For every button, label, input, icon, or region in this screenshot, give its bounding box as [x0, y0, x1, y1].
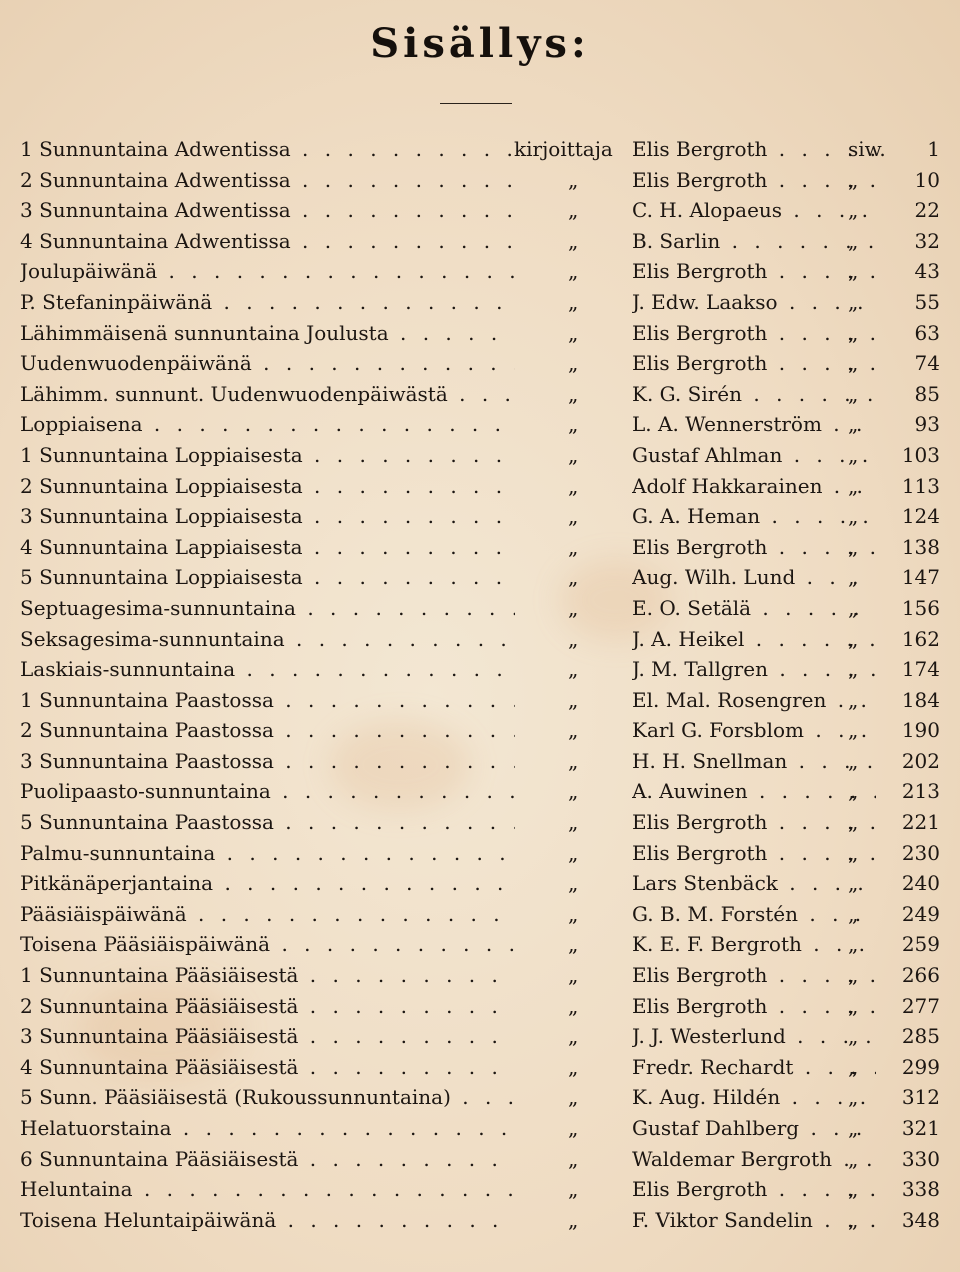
ditto-mark: „ — [568, 289, 579, 314]
author-name: F. Viktor Sandelin . . . — [632, 1205, 876, 1236]
ditto-mark: „ — [568, 963, 579, 988]
ditto-mark: „ — [568, 932, 579, 957]
sermon-title: 5 Sunnuntaina Paastossa . . . — [20, 807, 515, 838]
toc-entry — [0, 868, 960, 899]
author-name: Elis Bergroth . . . — [632, 991, 876, 1022]
toc-entry — [0, 899, 960, 930]
ditto-mark: „ — [568, 381, 579, 406]
toc-entry — [0, 624, 960, 655]
toc-entry — [0, 1021, 960, 1052]
author-name: J. M. Tallgren . . . — [632, 654, 876, 685]
page-number: 74 — [914, 351, 940, 376]
sermon-title: 1 Sunnuntaina Paastossa . . . — [20, 685, 515, 716]
toc-entry — [0, 746, 960, 777]
ditto-mark: „ — [568, 810, 579, 835]
ditto-mark: „ — [568, 687, 579, 712]
ditto-mark: „ — [568, 1024, 579, 1049]
ditto-mark: „ — [568, 167, 579, 192]
toc-entry — [0, 1174, 960, 1205]
author-name: Elis Bergroth . . . — [632, 348, 876, 379]
toc-entry — [0, 440, 960, 471]
page-label-ditto: „ — [848, 351, 859, 376]
author-name: J. Edw. Laakso . . . — [632, 287, 876, 318]
page-label-ditto: „ — [848, 473, 859, 498]
ditto-mark: „ — [568, 565, 579, 590]
page-label-ditto: „ — [848, 718, 859, 743]
toc-entry — [0, 1205, 960, 1236]
author-name: G. B. M. Forstén . . . — [632, 899, 876, 930]
page-number: 113 — [901, 473, 940, 498]
page-number: 147 — [901, 565, 940, 590]
sermon-title: Toisena Pääsiäispäiwänä . . . — [20, 929, 515, 960]
page-number: 190 — [901, 718, 940, 743]
ditto-mark: „ — [568, 351, 579, 376]
page-label-ditto: „ — [848, 565, 859, 590]
sermon-title: Laskiais-sunnuntaina . . . — [20, 654, 515, 685]
ditto-mark: „ — [568, 198, 579, 223]
page-number: 299 — [901, 1054, 940, 1079]
sermon-title: Loppiaisena . . . — [20, 409, 515, 440]
author-name: Adolf Hakkarainen . . . — [632, 471, 876, 502]
sermon-title: Uudenwuodenpäiwänä . . . — [20, 348, 515, 379]
author-name: B. Sarlin . . . — [632, 226, 876, 257]
sermon-title: 3 Sunnuntaina Loppiaisesta . . . — [20, 501, 515, 532]
ditto-mark: „ — [568, 259, 579, 284]
page-label-ditto: „ — [848, 901, 859, 926]
ditto-mark: „ — [568, 718, 579, 743]
ditto-mark: „ — [568, 1177, 579, 1202]
page-label-ditto: „ — [848, 657, 859, 682]
ditto-mark: „ — [568, 595, 579, 620]
page-number: 10 — [914, 167, 940, 192]
page-number: 93 — [914, 412, 940, 437]
toc-entry — [0, 654, 960, 685]
ditto-mark: „ — [568, 442, 579, 467]
sermon-title: 2 Sunnuntaina Paastossa . . . — [20, 715, 515, 746]
sermon-title: P. Stefaninpäiwänä . . . — [20, 287, 515, 318]
toc-entry — [0, 1144, 960, 1175]
ditto-mark: „ — [568, 534, 579, 559]
page-label-ditto: „ — [848, 1116, 859, 1140]
toc-entry — [0, 1113, 960, 1144]
sermon-title: Lähimm. sunnunt. Uudenwuodenpäiwästä . . . — [20, 379, 515, 410]
author-name: H. H. Snellman . . . — [632, 746, 876, 777]
toc-entry — [0, 501, 960, 532]
page-number: 55 — [914, 289, 940, 314]
sermon-title: Heluntaina . . . — [20, 1174, 515, 1205]
page-number: 103 — [901, 442, 940, 467]
page-number: 285 — [901, 1024, 940, 1049]
title-divider — [440, 103, 512, 104]
ditto-mark: „ — [568, 657, 579, 682]
sermon-title: Joulupäiwänä . . . — [20, 256, 515, 287]
toc-entry — [0, 532, 960, 563]
author-name: Waldemar Bergroth . . . — [632, 1144, 876, 1175]
page-number: 162 — [901, 626, 940, 651]
toc-entry — [0, 379, 960, 410]
sermon-title: 2 Sunnuntaina Pääsiäisestä . . . — [20, 991, 515, 1022]
sermon-title: Pitkänäperjantaina . . . — [20, 868, 515, 899]
sermon-title: Lähimmäisenä sunnuntaina Joulusta . . . — [20, 318, 515, 349]
ditto-mark: „ — [568, 1146, 579, 1171]
ditto-mark: „ — [568, 412, 579, 437]
page-label-ditto: „ — [848, 320, 859, 345]
page-number: 85 — [914, 381, 940, 406]
author-name: L. A. Wennerström . . . — [632, 409, 876, 440]
author-name: E. O. Setälä . . . — [632, 593, 876, 624]
page-label: siw. — [848, 137, 886, 161]
page-label-ditto: „ — [848, 442, 859, 467]
author-name: K. G. Sirén . . . — [632, 379, 876, 410]
page-label-ditto: „ — [848, 871, 859, 896]
page-number: 213 — [901, 779, 940, 804]
page-number: 138 — [901, 534, 940, 559]
page-number: 312 — [901, 1085, 940, 1110]
toc-entry — [0, 929, 960, 960]
sermon-title: 2 Sunnuntaina Adwentissa . . . — [20, 165, 515, 196]
page-label-ditto: „ — [848, 1207, 859, 1232]
page-number: 321 — [901, 1116, 940, 1140]
sermon-title: 4 Sunnuntaina Adwentissa . . . — [20, 226, 515, 257]
page-title: Sisällys: — [370, 20, 590, 67]
sermon-title: 3 Sunnuntaina Adwentissa . . . — [20, 195, 515, 226]
page-label-ditto: „ — [848, 198, 859, 223]
sermon-title: 5 Sunn. Pääsiäisestä (Rukoussunnuntaina) . . . — [20, 1082, 515, 1113]
page-label-ditto: „ — [848, 381, 859, 406]
page-number: 1 — [927, 137, 940, 161]
author-name: Elis Bergroth . . . — [632, 165, 876, 196]
page-number: 63 — [914, 320, 940, 345]
author-name: G. A. Heman . . . — [632, 501, 876, 532]
page-label-ditto: „ — [848, 534, 859, 559]
sermon-title: 6 Sunnuntaina Pääsiäisestä . . . — [20, 1144, 515, 1175]
toc-entry — [0, 1082, 960, 1113]
toc-entry — [0, 1052, 960, 1083]
toc-entry — [0, 226, 960, 257]
sermon-title: Seksagesima-sunnuntaina . . . — [20, 624, 515, 655]
ditto-mark: „ — [568, 228, 579, 253]
ditto-mark: „ — [568, 1085, 579, 1110]
page-label-ditto: „ — [848, 1146, 859, 1171]
author-name: K. E. F. Bergroth . . . — [632, 929, 876, 960]
ditto-mark: „ — [568, 1207, 579, 1232]
page-label-ditto: „ — [848, 595, 859, 620]
author-name: Elis Bergroth . . . — [632, 1174, 876, 1205]
ditto-mark: „ — [568, 1054, 579, 1079]
toc-entry — [0, 134, 960, 165]
toc-entry — [0, 685, 960, 716]
page-label-ditto: „ — [848, 228, 859, 253]
ditto-mark: „ — [568, 871, 579, 896]
page-number: 32 — [914, 228, 940, 253]
toc-entry — [0, 318, 960, 349]
page-label-ditto: „ — [848, 810, 859, 835]
author-prefix: kirjoittaja — [514, 137, 613, 161]
page-label-ditto: „ — [848, 1054, 859, 1079]
author-name: Fredr. Rechardt . . . — [632, 1052, 876, 1083]
author-name: C. H. Alopaeus . . . — [632, 195, 876, 226]
ditto-mark: „ — [568, 473, 579, 498]
page-label-ditto: „ — [848, 1024, 859, 1049]
sermon-title: Septuagesima-sunnuntaina . . . — [20, 593, 515, 624]
author-name: El. Mal. Rosengren . . . — [632, 685, 876, 716]
toc-entry — [0, 471, 960, 502]
page-number: 156 — [901, 595, 940, 620]
page-number: 22 — [914, 198, 940, 223]
toc-entry — [0, 256, 960, 287]
toc-entry — [0, 715, 960, 746]
author-name: A. Auwinen . . . — [632, 776, 876, 807]
sermon-title: 1 Sunnuntaina Adwentissa . . . — [20, 134, 515, 165]
page-number: 230 — [901, 840, 940, 865]
sermon-title: 2 Sunnuntaina Loppiaisesta . . . — [20, 471, 515, 502]
toc-entry — [0, 776, 960, 807]
page-label-ditto: „ — [848, 993, 859, 1018]
author-name: Elis Bergroth . . . — [632, 532, 876, 563]
page-label-ditto: „ — [848, 626, 859, 651]
toc-entry — [0, 807, 960, 838]
author-name: Gustaf Ahlman . . . — [632, 440, 876, 471]
sermon-title: 5 Sunnuntaina Loppiaisesta . . . — [20, 562, 515, 593]
ditto-mark: „ — [568, 748, 579, 773]
ditto-mark: „ — [568, 504, 579, 529]
page-number: 174 — [901, 657, 940, 682]
page-label-ditto: „ — [848, 748, 859, 773]
table-of-contents — [0, 134, 960, 1235]
author-name: Elis Bergroth . . . — [632, 256, 876, 287]
sermon-title: Toisena Heluntaipäiwänä . . . — [20, 1205, 515, 1236]
page-label-ditto: „ — [848, 779, 859, 804]
page-number: 338 — [901, 1177, 940, 1202]
page-label-ditto: „ — [848, 1177, 859, 1202]
toc-entry — [0, 287, 960, 318]
toc-entry — [0, 165, 960, 196]
page-number: 348 — [901, 1207, 940, 1232]
page-number: 266 — [901, 963, 940, 988]
ditto-mark: „ — [568, 901, 579, 926]
author-name: Elis Bergroth . . . — [632, 318, 876, 349]
page-number: 249 — [901, 901, 940, 926]
toc-entry — [0, 409, 960, 440]
author-name: Elis Bergroth . . . — [632, 807, 876, 838]
ditto-mark: „ — [568, 840, 579, 865]
page-number: 330 — [901, 1146, 940, 1171]
author-name: Aug. Wilh. Lund . . . — [632, 562, 876, 593]
toc-entry — [0, 348, 960, 379]
toc-entry — [0, 838, 960, 869]
page-label-ditto: „ — [848, 412, 859, 437]
sermon-title: Puolipaasto-sunnuntaina . . . — [20, 776, 515, 807]
author-name: Lars Stenbäck . . . — [632, 868, 876, 899]
author-name: J. A. Heikel . . . — [632, 624, 876, 655]
author-name: Elis Bergroth . . . — [632, 134, 876, 165]
page-number: 221 — [901, 810, 940, 835]
page-label-ditto: „ — [848, 259, 859, 284]
toc-entry — [0, 593, 960, 624]
ditto-mark: „ — [568, 626, 579, 651]
toc-entry — [0, 195, 960, 226]
page-number: 259 — [901, 932, 940, 957]
author-name: Elis Bergroth . . . — [632, 838, 876, 869]
sermon-title: 1 Sunnuntaina Pääsiäisestä . . . — [20, 960, 515, 991]
toc-entry — [0, 991, 960, 1022]
toc-entry — [0, 562, 960, 593]
sermon-title: Pääsiäispäiwänä . . . — [20, 899, 515, 930]
author-name: K. Aug. Hildén . . . — [632, 1082, 876, 1113]
ditto-mark: „ — [568, 993, 579, 1018]
page-label-ditto: „ — [848, 167, 859, 192]
page-number: 43 — [914, 259, 940, 284]
author-name: J. J. Westerlund . . . — [632, 1021, 876, 1052]
toc-entry — [0, 960, 960, 991]
sermon-title: 3 Sunnuntaina Paastossa . . . — [20, 746, 515, 777]
page-label-ditto: „ — [848, 289, 859, 314]
sermon-title: 3 Sunnuntaina Pääsiäisestä . . . — [20, 1021, 515, 1052]
ditto-mark: „ — [568, 320, 579, 345]
page-number: 277 — [901, 993, 940, 1018]
page-label-ditto: „ — [848, 687, 859, 712]
page-label-ditto: „ — [848, 840, 859, 865]
page-number: 124 — [901, 504, 940, 529]
author-name: Elis Bergroth . . . — [632, 960, 876, 991]
sermon-title: 4 Sunnuntaina Lappiaisesta . . . — [20, 532, 515, 563]
ditto-mark: „ — [568, 1116, 579, 1140]
author-name: Karl G. Forsblom . . . — [632, 715, 876, 746]
sermon-title: Helatuorstaina . . . — [20, 1113, 515, 1144]
page-number: 240 — [901, 871, 940, 896]
sermon-title: Palmu-sunnuntaina . . . — [20, 838, 515, 869]
page-label-ditto: „ — [848, 1085, 859, 1110]
page-label-ditto: „ — [848, 963, 859, 988]
page-number: 184 — [901, 687, 940, 712]
page-label-ditto: „ — [848, 932, 859, 957]
author-name: Gustaf Dahlberg . . . — [632, 1113, 876, 1144]
sermon-title: 4 Sunnuntaina Pääsiäisestä . . . — [20, 1052, 515, 1083]
sermon-title: 1 Sunnuntaina Loppiaisesta . . . — [20, 440, 515, 471]
page-number: 202 — [901, 748, 940, 773]
ditto-mark: „ — [568, 779, 579, 804]
page-label-ditto: „ — [848, 504, 859, 529]
